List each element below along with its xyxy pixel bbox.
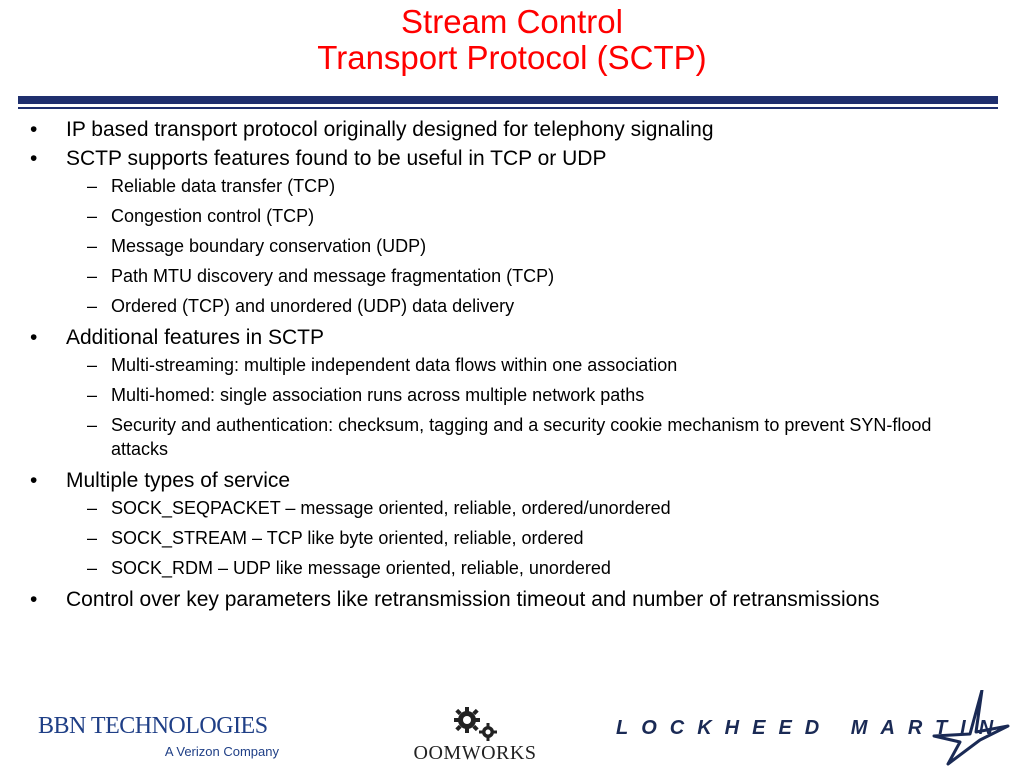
bullet-item [30, 145, 980, 172]
gears-icon [445, 706, 505, 742]
sub-bullet-text: SOCK_STREAM – TCP like byte oriented, reliable, ordered [111, 528, 584, 548]
bullet-text: IP based transport protocol originally designed for telephony signaling [66, 118, 714, 141]
sub-bullet-text: Congestion control (TCP) [111, 206, 315, 226]
bullet-item [30, 467, 980, 494]
lockheed-martin-logo [610, 690, 1010, 768]
bullet-text: Additional features in SCTP [66, 326, 324, 349]
title-line-2: Transport Protocol (SCTP) [317, 39, 707, 76]
sub-bullet-text: Ordered (TCP) and unordered (UDP) data delivery [111, 296, 515, 316]
sub-bullet-text: SOCK_SEQPACKET – message oriented, reliable, ordered/unordered [111, 498, 671, 518]
sub-bullet-text: Multi-homed: single association runs across multiple network paths [111, 385, 645, 405]
bullet-list [30, 114, 980, 613]
star-logo-icon [920, 690, 1010, 768]
bullet-text: Control over key parameters like retransmission timeout and number of retransmissions [66, 588, 880, 611]
bullet-item [30, 324, 980, 351]
bullet-mark: • [30, 326, 38, 349]
bullet-item [30, 586, 980, 613]
divider-thin-line [18, 107, 998, 109]
bullet-mark: • [30, 147, 38, 170]
sub-bullet-mark: – [87, 498, 98, 518]
sub-bullet-text: Multi-streaming: multiple independent data flows within one association [111, 355, 678, 375]
title-line-1: Stream Control [401, 3, 623, 40]
sub-bullet-text: SOCK_RDM – UDP like message oriented, reliable, unordered [111, 558, 611, 578]
sub-bullet-mark: – [87, 355, 98, 375]
oomworks-logo [400, 706, 550, 764]
lockheed-martin-name: LOCKHEED MARTIN [616, 717, 1007, 739]
bullet-mark: • [30, 588, 38, 611]
sub-bullet-item [30, 496, 980, 520]
bullet-text: SCTP supports features found to be useful in TCP or UDP [66, 147, 607, 170]
sub-bullet-mark: – [87, 296, 98, 316]
sub-bullet-mark: – [87, 415, 98, 435]
sub-bullet-item [30, 264, 980, 288]
sub-bullet-text: Path MTU discovery and message fragmentation (TCP) [111, 266, 555, 286]
sub-bullet-text: Message boundary conservation (UDP) [111, 236, 427, 256]
sub-bullet-item [30, 556, 980, 580]
bullet-text: Multiple types of service [66, 469, 291, 492]
footer-logos [0, 700, 1024, 768]
bbn-logo-name: BBN TECHNOLOGIES [38, 713, 268, 739]
sub-bullet-mark: – [87, 236, 98, 256]
divider-thick-line [18, 96, 998, 104]
sub-bullet-mark: – [87, 176, 98, 196]
sub-bullet-mark: – [87, 385, 98, 405]
sub-bullet-mark: – [87, 266, 98, 286]
sub-bullet-text: Reliable data transfer (TCP) [111, 176, 336, 196]
sub-bullet-item [30, 174, 980, 198]
bullet-mark: • [30, 118, 38, 141]
sub-bullet-item [30, 383, 980, 407]
sub-bullet-mark: – [87, 558, 98, 578]
sub-bullet-mark: – [87, 528, 98, 548]
oomworks-logo-name: OOMWORKS [413, 742, 537, 764]
bullet-item [30, 116, 980, 143]
sub-bullet-item [30, 204, 980, 228]
bullet-mark: • [30, 469, 38, 492]
sub-bullet-mark: – [87, 206, 98, 226]
sub-bullet-item [30, 526, 980, 550]
title-divider [18, 96, 998, 112]
sub-bullet-item [30, 234, 980, 258]
sub-bullet-text: Security and authentication: checksum, tagging and a security cookie mechanism to prevent SYN-flood attacks [111, 415, 932, 459]
sub-bullet-item [30, 413, 980, 461]
slide-title [0, 4, 1024, 76]
bbn-logo [38, 712, 283, 760]
sub-bullet-item [30, 294, 980, 318]
bbn-logo-tagline: A Verizon Company [164, 744, 279, 759]
sub-bullet-item [30, 353, 980, 377]
